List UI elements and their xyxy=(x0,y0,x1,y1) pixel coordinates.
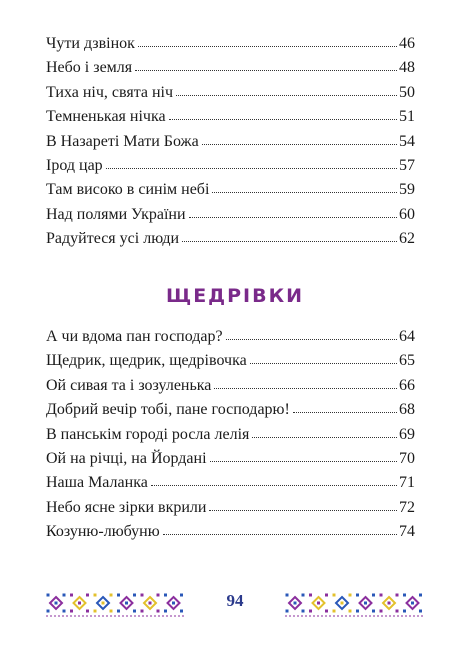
page-number: 94 xyxy=(226,591,244,610)
dot-leader xyxy=(202,144,397,145)
toc-entry xyxy=(46,56,415,80)
toc-entry-title: Радуйтеся усі люди xyxy=(46,230,180,248)
toc-entry-page-number: 66 xyxy=(399,376,415,394)
toc-list-shchedrivky xyxy=(46,325,415,545)
dot-leader xyxy=(138,46,397,47)
toc-entry-page-number: 72 xyxy=(399,498,415,516)
dot-leader xyxy=(226,339,397,340)
toc-entry-title: Там високо в синім небі xyxy=(46,181,210,199)
dot-leader xyxy=(106,168,397,169)
toc-entry xyxy=(46,178,415,202)
toc-entry-title: Ой на річці, на Йордані xyxy=(46,449,207,467)
toc-entry-page-number: 59 xyxy=(399,181,415,199)
toc-entry-page-number: 60 xyxy=(399,205,415,223)
dot-leader xyxy=(189,217,397,218)
dot-leader xyxy=(135,70,397,71)
toc-entry xyxy=(46,81,415,105)
toc-entry-title: А чи вдома пан господар? xyxy=(46,328,223,345)
toc-entry-page-number: 68 xyxy=(399,401,415,419)
dot-leader xyxy=(169,119,397,120)
toc-entry-page-number: 69 xyxy=(399,425,415,443)
toc-entry xyxy=(46,130,415,154)
toc-entry-title: Небо ясне зірки вкрили xyxy=(46,498,207,516)
toc-entry xyxy=(46,447,415,471)
toc-entry-title: Над полями України xyxy=(46,205,186,223)
dot-leader xyxy=(250,363,397,364)
section-heading: ЩЕДРІВКИ xyxy=(166,285,304,307)
toc-entry xyxy=(46,325,415,349)
toc-entry-title: В Назареті Мати Божа xyxy=(46,132,199,150)
toc-entry-title: Тиха ніч, свята ніч xyxy=(46,83,174,101)
toc-entry xyxy=(46,496,415,520)
toc-entry-page-number: 65 xyxy=(399,352,415,370)
toc-entry-page-number: 74 xyxy=(399,523,415,541)
toc-entry-page-number: 62 xyxy=(399,230,415,248)
toc-entry xyxy=(46,227,415,251)
dot-leader xyxy=(293,412,397,413)
toc-entry xyxy=(46,398,415,422)
toc-entry-title: Козуню-любуню xyxy=(46,523,160,541)
page-footer xyxy=(0,583,470,623)
toc-entry-page-number: 57 xyxy=(399,156,415,174)
dot-leader xyxy=(212,192,397,193)
dot-leader xyxy=(163,534,397,535)
toc-entry xyxy=(46,203,415,227)
toc-entry-title: Ірод цар xyxy=(46,156,103,174)
toc-entry-page-number: 64 xyxy=(399,328,415,345)
toc-entry-page-number: 51 xyxy=(399,108,415,126)
dot-leader xyxy=(214,388,397,389)
toc-entry xyxy=(46,105,415,129)
toc-entry xyxy=(46,374,415,398)
toc-entry-page-number: 70 xyxy=(399,449,415,467)
dot-leader xyxy=(210,461,397,462)
toc-entry-title: Добрий вечір тобі, пане господарю! xyxy=(46,401,290,419)
toc-list-carols xyxy=(46,32,415,252)
toc-entry xyxy=(46,154,415,178)
toc-entry-title: Щедрик, щедрик, щедрівочка xyxy=(46,352,247,370)
dot-leader xyxy=(176,95,397,96)
dot-leader xyxy=(252,437,397,438)
toc-entry xyxy=(46,349,415,373)
toc-entry xyxy=(46,520,415,544)
embroidery-ornament-icon xyxy=(283,587,426,619)
toc-entry-title: Наша Маланка xyxy=(46,474,148,492)
toc-entry-title: Темненькая нічка xyxy=(46,108,166,126)
toc-entry xyxy=(46,471,415,495)
toc-entry-page-number: 54 xyxy=(399,132,415,150)
dot-leader xyxy=(182,241,397,242)
toc-entry-title: Чути дзвінок xyxy=(46,35,135,52)
toc-entry-page-number: 46 xyxy=(399,35,415,52)
toc-entry-title: В панськім городі росла лелія xyxy=(46,425,250,443)
toc-entry-title: Небо і земля xyxy=(46,59,133,77)
dot-leader xyxy=(151,485,397,486)
toc-entry-page-number: 48 xyxy=(399,59,415,77)
toc-entry xyxy=(46,423,415,447)
toc-entry-title: Ой сивая та і зозуленька xyxy=(46,376,212,394)
toc-entry xyxy=(46,32,415,56)
toc-entry-page-number: 50 xyxy=(399,83,415,101)
toc-entry-page-number: 71 xyxy=(399,474,415,492)
dot-leader xyxy=(209,510,397,511)
